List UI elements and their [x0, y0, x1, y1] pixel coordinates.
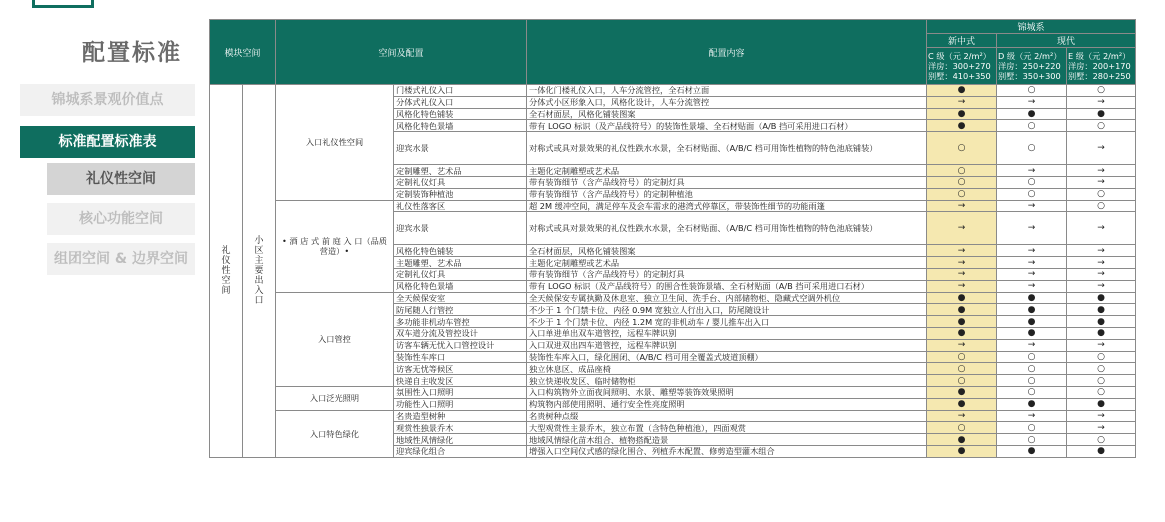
config-desc: 全天候保安专属执勤及休息室、独立卫生间、洗手台、内部储物柜、隐藏式空调外机位	[527, 292, 927, 304]
page-title: 配置标准	[82, 40, 182, 66]
grade-d-line: D 级（元 2/m²）	[998, 51, 1062, 61]
config-desc: 不少于 1 个门禁卡位、内径 1.2M 宽的非机动车 / 婴儿推车出入口	[527, 316, 927, 328]
group-g5: 入口特色绿化	[276, 410, 394, 457]
nav-item-standard-table[interactable]: 标准配置标准表	[20, 126, 195, 158]
mark-grade-c: ●	[927, 108, 997, 120]
grade-e-line: 别墅：280+250	[1068, 71, 1131, 81]
config-item: 风格化特色铺装	[394, 108, 527, 120]
mark-grade-c: ○	[927, 176, 997, 188]
mark-grade-c: ○	[927, 188, 997, 200]
config-item: 礼仪性落客区	[394, 200, 527, 212]
config-desc: 分体式小区形象入口，风格化设计，人车分流管控	[527, 96, 927, 108]
table-row	[210, 85, 1136, 97]
config-item: 主题雕塑、艺术品	[394, 257, 527, 269]
mark-grade-e: ●	[1067, 316, 1136, 328]
mark-grade-d: ○	[997, 351, 1067, 363]
mark-grade-e: →	[1067, 339, 1136, 351]
header-module-space: 模块空间	[210, 20, 276, 85]
mark-grade-c: ●	[927, 85, 997, 97]
mark-grade-e: →	[1067, 132, 1136, 165]
mark-grade-d: →	[997, 280, 1067, 292]
grade-c-line: C 级（元 2/m²）	[928, 51, 991, 61]
config-item: 双车道分流及管控设计	[394, 327, 527, 339]
mark-grade-e: ○	[1067, 363, 1136, 375]
mark-grade-d: ●	[997, 292, 1067, 304]
mark-grade-c: ●	[927, 398, 997, 410]
config-standard-table	[209, 19, 1136, 458]
config-desc: 主题化定制雕塑或艺术品	[527, 165, 927, 177]
mark-grade-d: →	[997, 257, 1067, 269]
mark-grade-e: →	[1067, 268, 1136, 280]
group-g2: • 酒 店 式 前 庭 入 口（品质营造）•	[276, 200, 394, 292]
config-desc: 带有 LOGO 标识（及产品线符号）的围合性装饰景墙、全石材贴面（A/B 挡可采用进口石材）	[527, 280, 927, 292]
header-style-new-chinese: 新中式	[927, 34, 997, 48]
config-item: 访客无忧等候区	[394, 363, 527, 375]
mark-grade-e: ●	[1067, 304, 1136, 316]
config-desc: 地域风情绿化苗木组合、植物搭配造景	[527, 434, 927, 446]
mark-grade-c: ●	[927, 304, 997, 316]
mark-grade-e: →	[1067, 410, 1136, 422]
config-item: 迎宾绿化组合	[394, 445, 527, 457]
mark-grade-d: ○	[997, 85, 1067, 97]
mark-grade-e: →	[1067, 257, 1136, 269]
config-item: 全天候保安室	[394, 292, 527, 304]
mark-grade-c: →	[927, 339, 997, 351]
mark-grade-d: ○	[997, 386, 1067, 398]
mark-grade-c: →	[927, 200, 997, 212]
mark-grade-d: ●	[997, 445, 1067, 457]
config-desc: 名贵树种点缀	[527, 410, 927, 422]
config-item: 装饰性车库口	[394, 351, 527, 363]
mark-grade-d: ○	[997, 132, 1067, 165]
mark-grade-c: →	[927, 257, 997, 269]
mark-grade-e: ●	[1067, 445, 1136, 457]
mark-grade-c: →	[927, 212, 997, 245]
mark-grade-e: →	[1067, 280, 1136, 292]
config-desc: 入口单进单出双车道管控，远程车牌识别	[527, 327, 927, 339]
mark-grade-c: ●	[927, 386, 997, 398]
nav-item-ceremonial-space[interactable]: 礼仪性空间	[47, 163, 195, 195]
config-desc: 入口双进双出四车道管控，远程车牌识别	[527, 339, 927, 351]
mark-grade-e: ○	[1067, 200, 1136, 212]
mark-grade-d: ○	[997, 375, 1067, 387]
mark-grade-e: ●	[1067, 398, 1136, 410]
mark-grade-d: →	[997, 339, 1067, 351]
config-desc: 对称式或具对景效果的礼仪性跌水水景，全石材贴面、（A/B/C 档可用饰性植物的特色池底铺装）	[527, 132, 927, 165]
config-item: 迎宾水景	[394, 212, 527, 245]
config-item: 观赏性独景乔木	[394, 422, 527, 434]
mark-grade-c: ○	[927, 422, 997, 434]
nav-item-value-points[interactable]: 锦城系景观价值点	[20, 84, 195, 116]
mark-grade-d: ●	[997, 327, 1067, 339]
header-series: 锦城系	[927, 20, 1136, 34]
header-grade-d	[997, 48, 1067, 85]
table-body	[210, 85, 1136, 458]
header-style-modern: 现代	[997, 34, 1136, 48]
config-item: 氛围性入口照明	[394, 386, 527, 398]
config-item: 风格化特色景墙	[394, 280, 527, 292]
mark-grade-d: ●	[997, 316, 1067, 328]
grade-d-line: 洋房：250+220	[998, 61, 1061, 71]
config-item: 快递自主收发区	[394, 375, 527, 387]
config-desc: 一体化门楼礼仪入口，人车分流管控，全石材立面	[527, 85, 927, 97]
mark-grade-d: ○	[997, 120, 1067, 132]
config-desc: 独立休息区、成品座椅	[527, 363, 927, 375]
config-item: 定制礼仪灯具	[394, 268, 527, 280]
mark-grade-c: ●	[927, 292, 997, 304]
mark-grade-e: →	[1067, 212, 1136, 245]
mark-grade-d: →	[997, 200, 1067, 212]
config-desc: 构筑物内部使用照明、通行安全性亮度照明	[527, 398, 927, 410]
config-item: 访客车辆无忧入口管控设计	[394, 339, 527, 351]
mark-grade-d: ○	[997, 188, 1067, 200]
config-item: 门楼式礼仪入口	[394, 85, 527, 97]
mark-grade-c: ○	[927, 165, 997, 177]
config-desc: 不少于 1 个门禁卡位、内径 0.9M 宽独立人行出入口，防尾随设计	[527, 304, 927, 316]
mark-grade-c: →	[927, 280, 997, 292]
mark-grade-d: ●	[997, 398, 1067, 410]
mark-grade-e: ○	[1067, 120, 1136, 132]
config-item: 定制装饰种植池	[394, 188, 527, 200]
config-desc: 主题化定制雕塑或艺术品	[527, 257, 927, 269]
config-item: 定制礼仪灯具	[394, 176, 527, 188]
mark-grade-d: →	[997, 410, 1067, 422]
mark-grade-d: →	[997, 212, 1067, 245]
mark-grade-d: ●	[997, 304, 1067, 316]
config-item: 多功能非机动车管控	[394, 316, 527, 328]
group-g4: 入口泛光照明	[276, 386, 394, 410]
mark-grade-c: ○	[927, 375, 997, 387]
mark-grade-c: ○	[927, 132, 997, 165]
mark-grade-d: ○	[997, 176, 1067, 188]
mark-grade-c: ●	[927, 120, 997, 132]
config-desc: 带有装饰细节（含产品线符号）的定制灯具	[527, 176, 927, 188]
config-item: 风格化特色铺装	[394, 245, 527, 257]
config-item: 防尾随人行管控	[394, 304, 527, 316]
config-item: 功能性入口照明	[394, 398, 527, 410]
table-row	[210, 410, 1136, 422]
header-config-content: 配置内容	[527, 20, 927, 85]
sub-label-cell	[243, 85, 275, 457]
mark-grade-d: →	[997, 165, 1067, 177]
mark-grade-e: →	[1067, 96, 1136, 108]
grade-c-line: 洋房：300+270	[928, 61, 991, 71]
header-space-config: 空间及配置	[276, 20, 527, 85]
grade-e-line: 洋房：200+170	[1068, 61, 1131, 71]
mark-grade-d: →	[997, 245, 1067, 257]
mark-grade-c: ●	[927, 327, 997, 339]
grade-e-line: E 级（元 2/m²）	[1068, 51, 1131, 61]
config-desc: 增强入口空间仪式感的绿化围合、列植乔木配置、修剪造型灌木组合	[527, 445, 927, 457]
config-item: 分体式礼仪入口	[394, 96, 527, 108]
config-item: 地域性风情绿化	[394, 434, 527, 446]
mark-grade-e: →	[1067, 176, 1136, 188]
mark-grade-e: →	[1067, 422, 1136, 434]
mark-grade-e: →	[1067, 165, 1136, 177]
mark-grade-c: ●	[927, 445, 997, 457]
mark-grade-e: →	[1067, 245, 1136, 257]
nav-item-core-function-space[interactable]: 核心功能空间	[47, 203, 195, 235]
config-item: 迎宾水景	[394, 132, 527, 165]
config-desc: 全石材面层，风格化铺装图案	[527, 245, 927, 257]
config-desc: 带有装饰细节（含产品线符号）的定制种植池	[527, 188, 927, 200]
mark-grade-c: ○	[927, 351, 997, 363]
config-desc: 独立快递收发区、临时储物柜	[527, 375, 927, 387]
mark-grade-e: ○	[1067, 85, 1136, 97]
config-desc: 带有 LOGO 标识（及产品线符号）的装饰性景墙、全石材贴面（A/B 挡可采用进口石材）	[527, 120, 927, 132]
config-desc: 带有装饰细节（含产品线符号）的定制灯具	[527, 268, 927, 280]
config-item: 名贵造型树种	[394, 410, 527, 422]
grade-d-line: 别墅：350+300	[998, 71, 1061, 81]
config-desc: 大型观赏性主景乔木，独立布置（含特色种植池），四面观赏	[527, 422, 927, 434]
mark-grade-e: ●	[1067, 327, 1136, 339]
config-desc: 装饰性车库入口，绿化围闭、（A/B/C 档可用全覆盖式坡道顶棚）	[527, 351, 927, 363]
module-cell	[210, 85, 276, 458]
mark-grade-c: ●	[927, 434, 997, 446]
mark-grade-e: ●	[1067, 292, 1136, 304]
logo-frame	[32, 0, 94, 8]
mark-grade-c: →	[927, 96, 997, 108]
module-label: 礼仪性空间	[221, 245, 231, 296]
grade-c-line: 别墅：410+350	[928, 71, 991, 81]
group-g3: 入口管控	[276, 292, 394, 386]
mark-grade-d: ○	[997, 434, 1067, 446]
header-grade-e	[1067, 48, 1136, 85]
config-desc: 超 2M 缓冲空间，满足停车及会车需求的港湾式停靠区，带装饰性细节的功能雨篷	[527, 200, 927, 212]
mark-grade-e: ●	[1067, 108, 1136, 120]
mark-grade-d: →	[997, 268, 1067, 280]
table-row	[210, 200, 1136, 212]
mark-grade-c: ○	[927, 363, 997, 375]
config-item: 定制雕塑、艺术品	[394, 165, 527, 177]
mark-grade-c: →	[927, 268, 997, 280]
mark-grade-e: ○	[1067, 434, 1136, 446]
config-item: 风格化特色景墙	[394, 120, 527, 132]
table-row	[210, 386, 1136, 398]
mark-grade-d: ○	[997, 422, 1067, 434]
mark-grade-c: →	[927, 410, 997, 422]
nav-item-cluster-boundary-space[interactable]: 组团空间 & 边界空间	[47, 243, 195, 275]
mark-grade-d: ○	[997, 363, 1067, 375]
table-row	[210, 292, 1136, 304]
group-g1: 入口礼仪性空间	[276, 85, 394, 201]
mark-grade-c: →	[927, 245, 997, 257]
mark-grade-e: ○	[1067, 351, 1136, 363]
config-desc: 对称式或具对景效果的礼仪性跌水水景，全石材贴面、（A/B/C 档可用饰性植物的特色池底铺装）	[527, 212, 927, 245]
config-desc: 全石材面层，风格化铺装图案	[527, 108, 927, 120]
config-standard-table-wrapper	[209, 19, 1135, 511]
mark-grade-d: →	[997, 96, 1067, 108]
module-label-cell	[210, 85, 243, 457]
sub-label: 小区主要出入口	[254, 235, 264, 306]
mark-grade-e: ○	[1067, 188, 1136, 200]
mark-grade-e: ○	[1067, 386, 1136, 398]
mark-grade-e: ○	[1067, 375, 1136, 387]
config-desc: 入口构筑物外立面夜间照明、水景、雕塑等装饰效果照明	[527, 386, 927, 398]
mark-grade-c: ●	[927, 316, 997, 328]
header-grade-c	[927, 48, 997, 85]
mark-grade-d: ●	[997, 108, 1067, 120]
